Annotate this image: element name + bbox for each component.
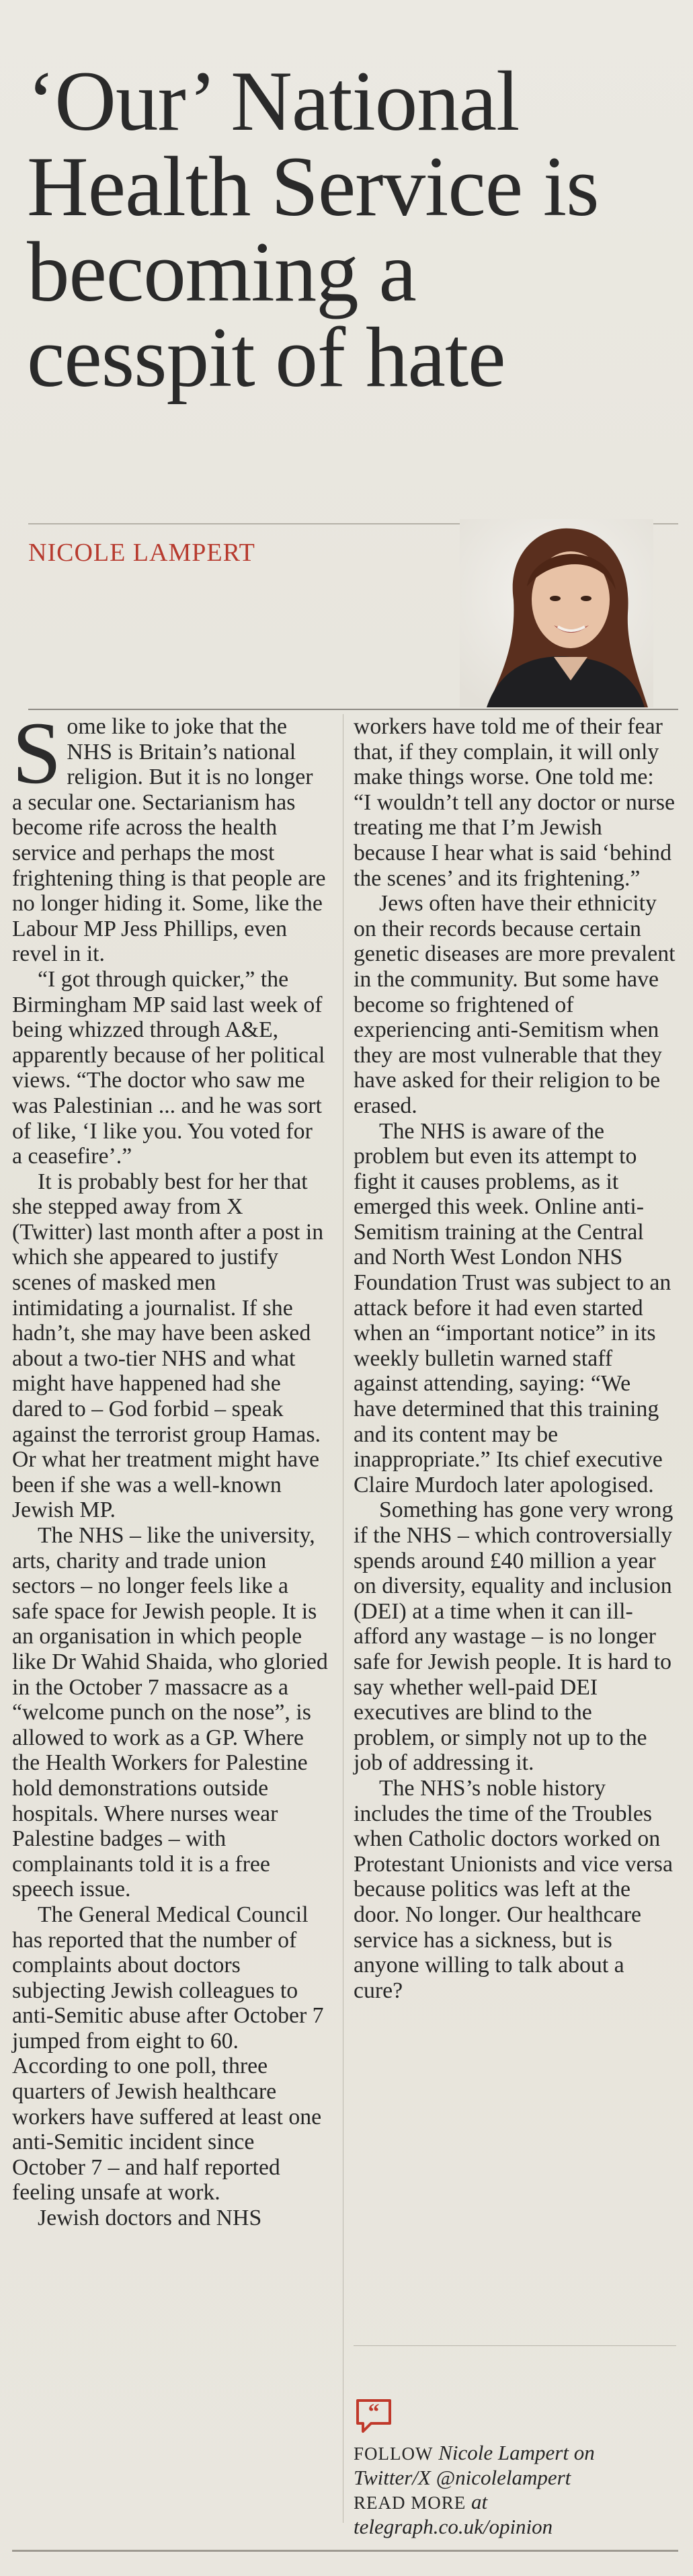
follow-text — [354, 2441, 676, 2539]
paragraph: The NHS’s noble history includes the time of the Troubles when Catholic doctors worked on Protestant Unionists and vice versa because politics was left at the door. No longer. Our healthcare service has a sickness, but is anyone willing to talk about a cure? — [354, 1775, 673, 2003]
headline-line: becoming a — [27, 225, 416, 319]
follow-box — [354, 2353, 676, 2538]
paragraph: “I got through quicker,” the Birmingham MP said last week of being whizzed through A&E, apparently because of her political views. “The doctor who saw me was Palestinian ... and he was sort of like, ‘I like you. You voted for a ceasefire’.” — [12, 966, 325, 1169]
article-column-right — [354, 714, 676, 2003]
svg-text:“: “ — [368, 2400, 380, 2425]
speech-bubble-icon — [354, 2396, 394, 2437]
divider — [12, 2550, 678, 2552]
drop-cap: S — [12, 703, 62, 802]
read-more-at: at — [471, 2490, 488, 2513]
follow-label: FOLLOW — [354, 2444, 434, 2464]
follow-on: on — [573, 2441, 595, 2464]
read-more-label: READ MORE — [354, 2493, 466, 2513]
paragraph: Jews often have their ethnicity on their records because certain genetic diseases are more prevalent in the community. But some have become so frightened of experiencing anti-Semitism when they are most vulnerable that they have asked for their religion to be erased. — [354, 891, 676, 1118]
paragraph: The NHS – like the university, arts, charity and trade union sectors – no longer feels like a safe space for Jewish people. It is an organisation in which people like Dr Wahid Shaida, who gloried in the October 7 massacre as a “welcome punch on the nose”, is allowed to work as a GP. Where the Health Workers for Palestine hold demonstrations outside hospitals. Where nurses wear Palestine badges – with complainants told it is a free speech issue. — [12, 1523, 328, 1902]
article-column-left — [12, 703, 328, 2231]
paragraph: The General Medical Council has reported that the number of complaints about doctors subjecting Jewish colleagues to anti-Semitic abuse after October 7 jumped from eight to 60. According to one poll, three quarters of Jewish healthcare workers have suffered at least one anti-Semitic incident since October 7 – and half reported feeling unsafe at work. — [12, 1902, 324, 2206]
divider — [354, 2345, 676, 2346]
headline — [27, 54, 686, 405]
paragraph: Jewish doctors and NHS — [38, 2206, 262, 2231]
paragraph: The NHS is aware of the problem but even its attempt to fight it causes problems, as it emerged this week. Online anti-Semitism training at the Central and North West London NHS Foundation Trust was subject to an attack before it had even started when an “important notice” in its weekly bulletin warned staff against attending, saying: “We have determined that this training and its content may be inappropriate.” Its chief executive Claire Murdoch later apologised. — [354, 1118, 671, 1497]
headline-line: ‘Our’ National — [27, 54, 520, 149]
read-more-link[interactable]: telegraph.co.uk/opinion — [354, 2515, 553, 2538]
byline: NICOLE LAMPERT — [28, 539, 255, 567]
divider — [28, 709, 678, 710]
headline-line: Health Service is — [27, 140, 599, 234]
paragraph: Something has gone very wrong if the NHS – which controversially spends around £40 million a year on diversity, equality and inclusion (DEI) at a time when it can ill-afford any wastage – is no longer safe for Jewish people. It is hard to say whether well-paid DEI executives are blind to the problem, or simply not up to the job of addressing it. — [354, 1497, 674, 1776]
headline-line: cesspit of hate — [27, 311, 505, 405]
paragraph: It is probably best for her that she stepped away from X (Twitter) last month after a post in which she appeared to justify scenes of masked men intimidating a journalist. If she hadn’t, she may have been asked about a two-tier NHS and what might have happened had she dared to – God forbid – speak against the terrorist group Hamas. Or what her treatment might have been if she was a well-known Jewish MP. — [12, 1169, 324, 1523]
author-portrait — [460, 519, 653, 707]
paragraph: Some like to joke that the NHS is Britain’s national religion. But it is no longer a secular one. Sectarianism has become rife across the health service and perhaps the most frightening thing is that people are no longer hiding it. Some, like the Labour MP Jess Phillips, even revel in it. — [12, 703, 326, 967]
follow-handle-link[interactable]: Twitter/X @nicolelampert — [354, 2466, 571, 2489]
paragraph: workers have told me of their fear that, if they complain, it will only make things worse. One told me: “I wouldn’t tell any doctor or nurse treating me that I’m Jewish because I hear what is said ‘behind the scenes’ and its frightening.” — [354, 714, 676, 891]
follow-name: Nicole Lampert — [438, 2441, 569, 2464]
